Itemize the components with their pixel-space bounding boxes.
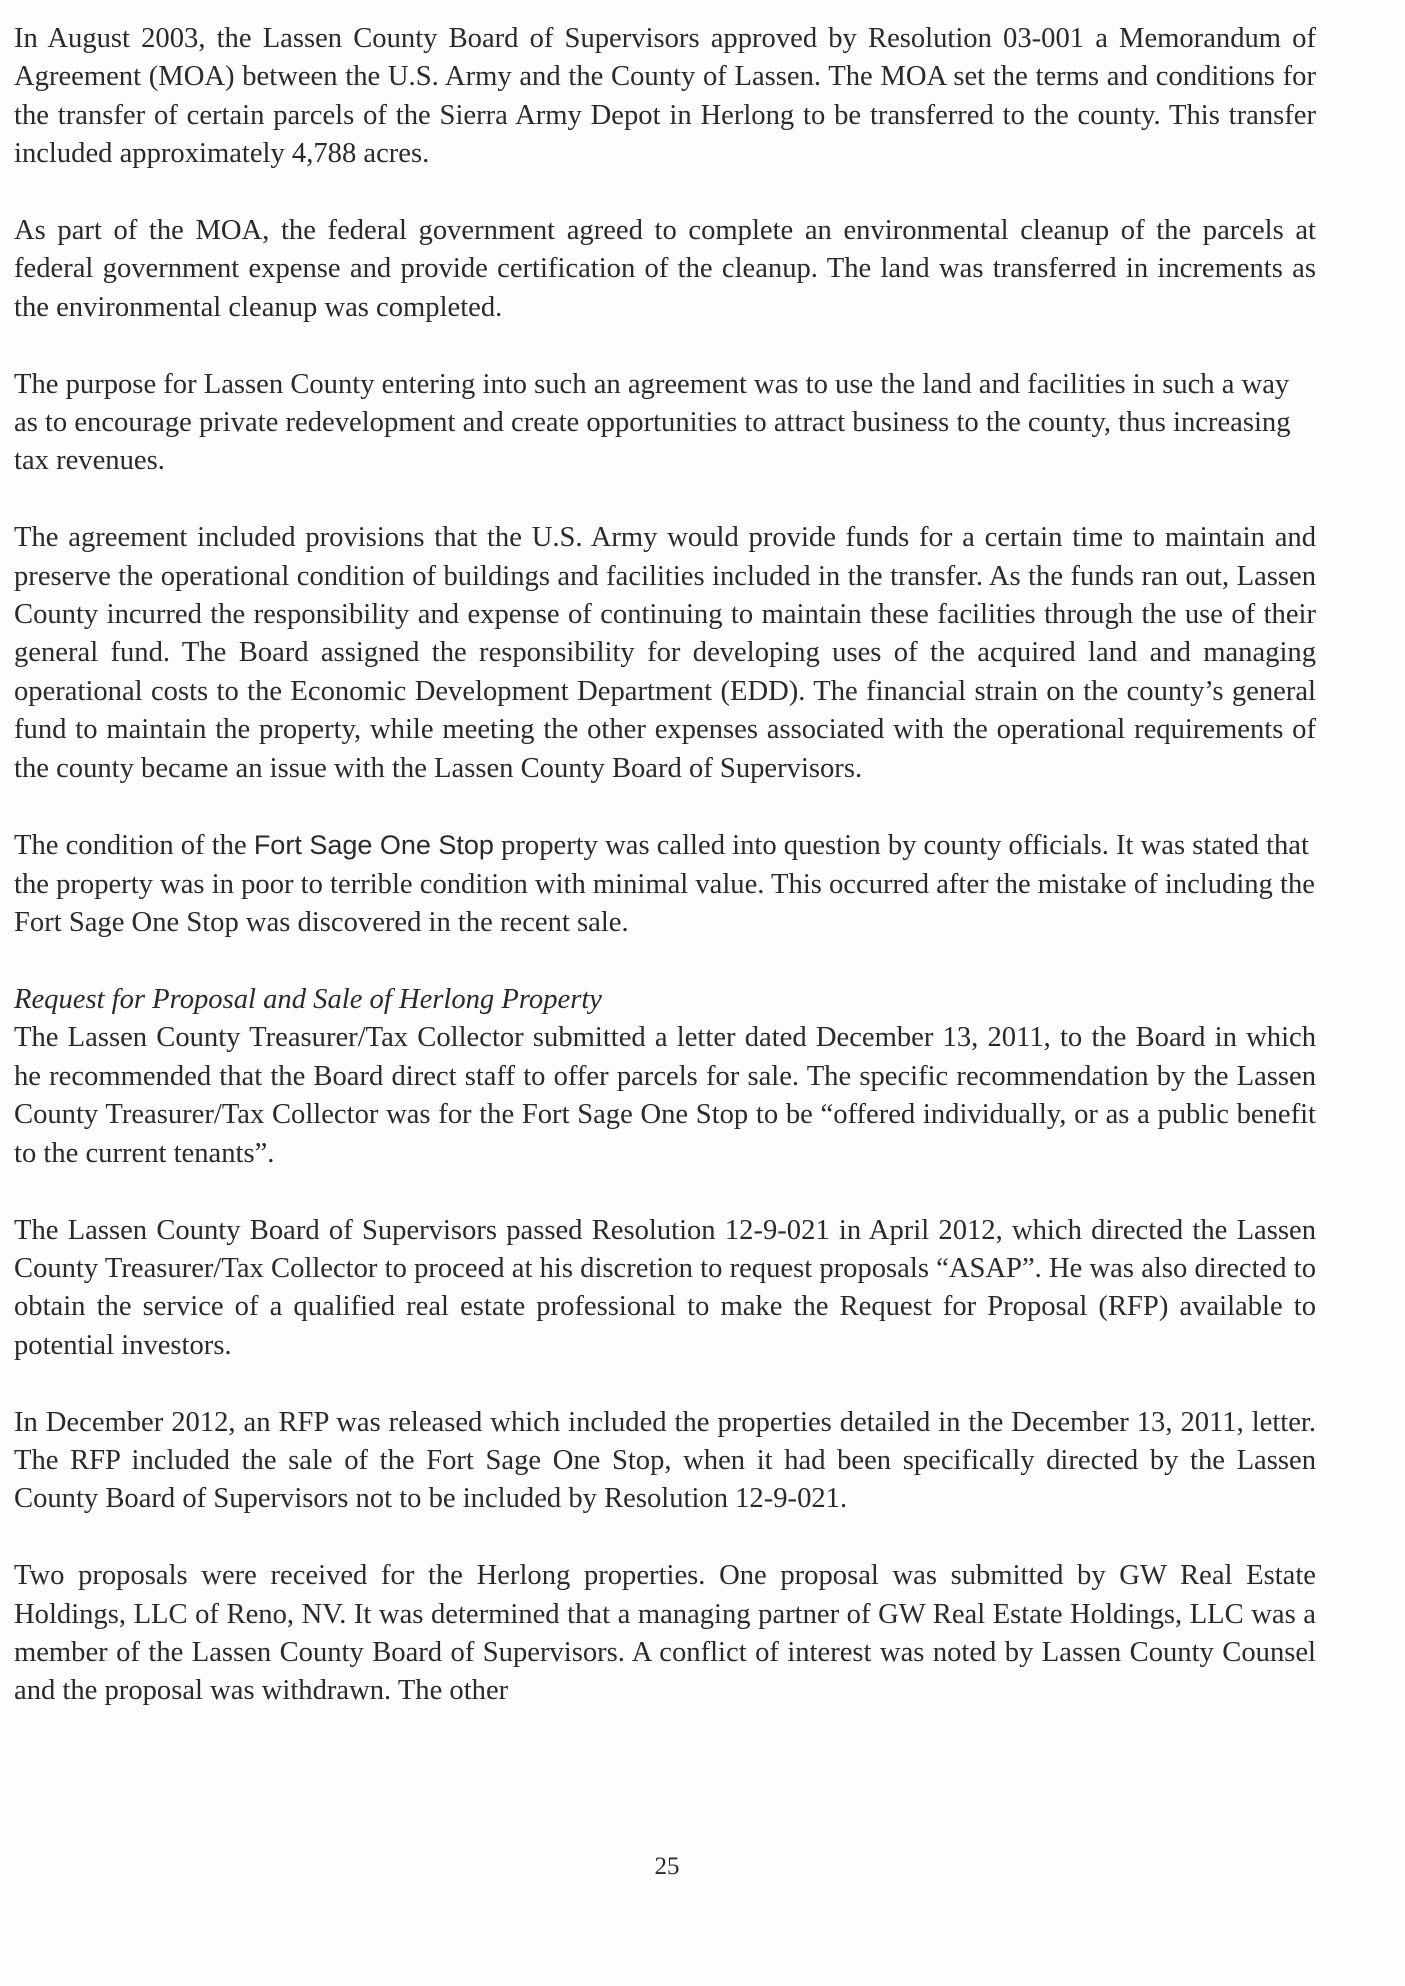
- paragraph-environmental-cleanup: As part of the MOA, the federal government agreed to complete an environmental cleanup of the parcels at federal government expense and provide certification of the cleanup. The land was transferred in increments as the environmental cleanup was completed.: [14, 215, 1316, 323]
- paragraph-moa-approval: In August 2003, the Lassen County Board of Supervisors approved by Resolution 03-001 a Memorandum of Agreement (MOA) between the U.S. Army and the County of Lassen. The MOA set the terms and conditions for the transfer of certain parcels of the Sierra Army Depot in Herlong to be transferred to the county. This transfer included approximately 4,788 acres.: [14, 23, 1316, 170]
- paragraph-proposals-received: Two proposals were received for the Herlong properties. One proposal was submitted by GW Real Estate Holdings, LLC of Reno, NV. It was determined that a managing partner of GW Real Estate Holdings, LLC was a member of the Lassen County Board of Supervisors. A conflict of interest was noted by Lassen County Counsel and the proposal was withdrawn. The other: [14, 1560, 1316, 1707]
- paragraph-rfp-release: In December 2012, an RFP was released which included the properties detailed in the December 13, 2011, letter. The RFP included the sale of the Fort Sage One Stop, when it had been specifically directed by the Lassen County Board of Supervisors not to be included by Resolution 12-9-021.: [14, 1406, 1316, 1515]
- paragraph-army-funding-provisions: The agreement included provisions that the U.S. Army would provide funds for a certain time to maintain and preserve the operational condition of buildings and facilities included in the transfer. As the funds ran out, Lassen County incurred the responsibility and expense of continuing to maintain these facilities through the use of their general fund. The Board assigned the responsibility for developing uses of the acquired land and managing operational costs to the Economic Development Department (EDD). The financial strain on the county’s general fund to maintain the property, while meeting the other expenses associated with the operational requirements of the county became an issue with the Lassen County Board of Supervisors.: [14, 522, 1316, 784]
- section-heading-rfp-sale: Request for Proposal and Sale of Herlong Property: [14, 984, 602, 1016]
- paragraph-fort-sage-condition-end: property was called into question by county officials. It was stated that the property was in poor to terrible condition with minimal value. This occurred after the mistake of including the Fort Sage One Stop was discovered in the recent sale.: [14, 830, 1315, 939]
- paragraph-agreement-purpose: The purpose for Lassen County entering into such an agreement was to use the land and facilities in such a way as to encourage private redevelopment and create opportunities to attract business to the county, thus increasing tax revenues.: [14, 368, 1291, 477]
- document-page: [14, 20, 1316, 1711]
- paragraph-fort-sage-condition-start: The condition of the: [14, 830, 254, 862]
- page-number: 25: [654, 1853, 680, 1880]
- paragraph-fort-sage-condition: [14, 826, 1316, 942]
- paragraph-resolution-12-9-021: The Lassen County Board of Supervisors passed Resolution 12-9-021 in April 2012, which directed the Lassen County Treasurer/Tax Collector to proceed at his discretion to request proposals “ASAP”. He was also directed to obtain the service of a qualified real estate professional to make the Request for Proposal (RFP) available to potential investors.: [14, 1214, 1316, 1361]
- paragraph-treasurer-letter: The Lassen County Treasurer/Tax Collector submitted a letter dated December 13, 2011, to the Board in which he recommended that the Board direct staff to offer parcels for sale. The specific recommendation by the Lassen County Treasurer/Tax Collector was for the Fort Sage One Stop to be “offered individually, or as a public benefit to the current tenants”.: [14, 1022, 1316, 1169]
- fort-sage-one-stop-highlight: Fort Sage One Stop: [253, 830, 494, 861]
